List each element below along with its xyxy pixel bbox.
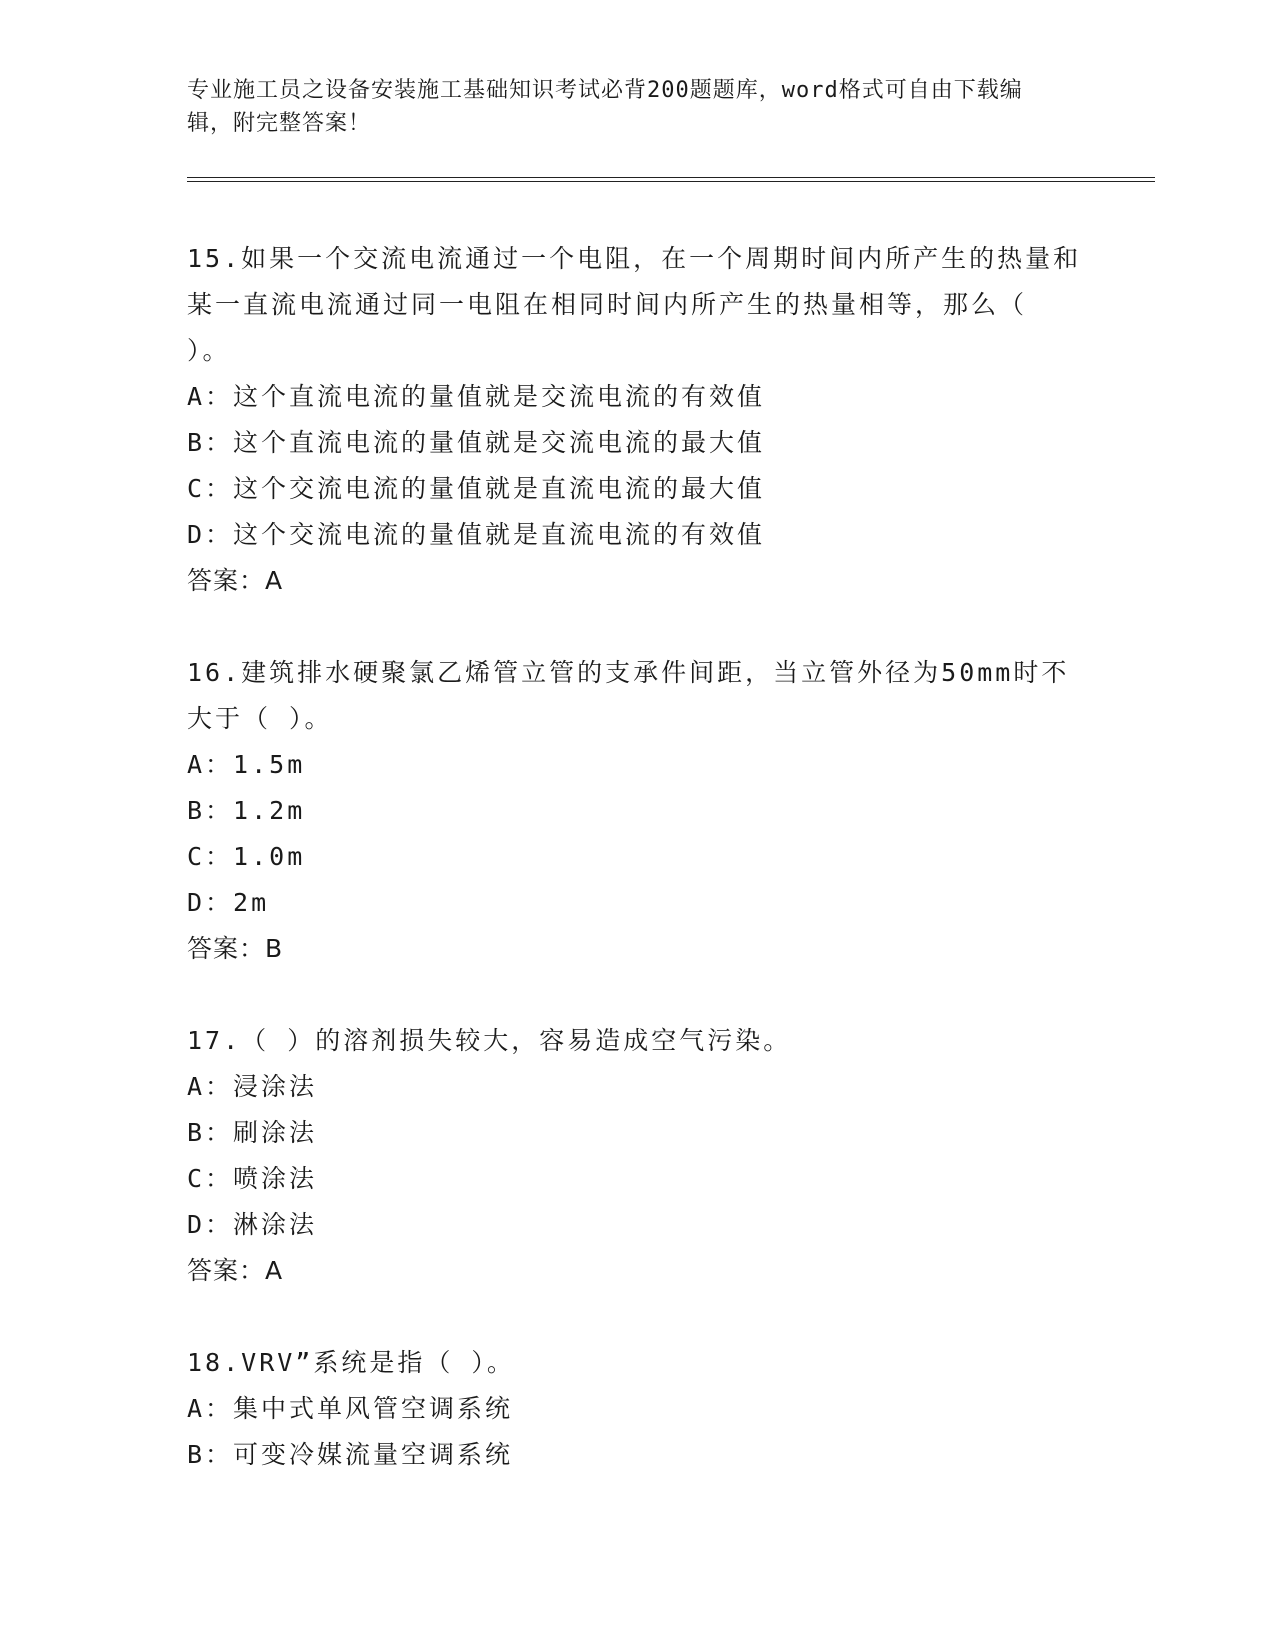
question-16 — [187, 650, 1087, 972]
option-d: D：这个交流电流的量值就是直流电流的有效值 — [187, 520, 766, 549]
page-header: 专业施工员之设备安装施工基础知识考试必背200题题库，word格式可自由下载编辑，附完整答案！ — [187, 78, 1023, 136]
answer: 答案：A — [187, 566, 284, 595]
option-b: B：刷涂法 — [187, 1118, 318, 1147]
option-a: A：集中式单风管空调系统 — [187, 1394, 514, 1423]
option-a: A：这个直流电流的量值就是交流电流的有效值 — [187, 382, 766, 411]
question-18 — [187, 1340, 1087, 1478]
question-list — [187, 236, 1087, 1478]
option-c: C：这个交流电流的量值就是直流电流的最大值 — [187, 474, 766, 503]
option-a: A：1.5m — [187, 750, 306, 779]
option-a: A：浸涂法 — [187, 1072, 318, 1101]
question-stem: 15.如果一个交流电流通过一个电阻，在一个周期时间内所产生的热量和某一直流电流通过同一电阻在相同时间内所产生的热量相等，那么（ ）。 — [187, 244, 1082, 365]
question-stem: 18.VRV”系统是指（ ）。 — [187, 1348, 515, 1377]
question-17 — [187, 1018, 1087, 1294]
option-b: B：可变冷媒流量空调系统 — [187, 1440, 514, 1469]
header-divider — [187, 177, 1155, 182]
option-c: C：喷涂法 — [187, 1164, 318, 1193]
option-b: B：这个直流电流的量值就是交流电流的最大值 — [187, 428, 766, 457]
option-d: D：2m — [187, 888, 270, 917]
question-15 — [187, 236, 1087, 604]
answer: 答案：B — [187, 934, 284, 963]
question-stem: 16.建筑排水硬聚氯乙烯管立管的支承件间距，当立管外径为50mm时不大于（ ）。 — [187, 658, 1070, 733]
option-d: D：淋涂法 — [187, 1210, 318, 1239]
answer: 答案：A — [187, 1256, 284, 1285]
option-c: C：1.0m — [187, 842, 306, 871]
option-b: B：1.2m — [187, 796, 306, 825]
question-stem: 17.（ ）的溶剂损失较大，容易造成空气污染。 — [187, 1026, 792, 1055]
